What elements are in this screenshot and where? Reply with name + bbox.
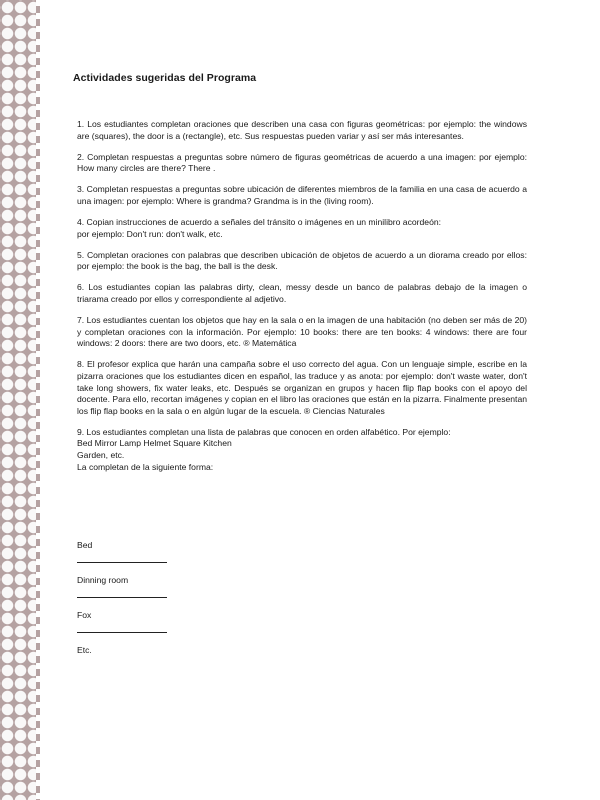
activity-text: 1. Los estudiantes completan oraciones que describen una casa con figuras geométricas: por ejemplo: the windows are (squares), the door is a (rectangle), etc. Sus respuestas pueden variar y así ser más interesantes. [77,119,527,141]
activity-item-3 [77,184,527,207]
activity-text: 5. Completan oraciones con palabras que describen ubicación de objetos de acuerdo a un diorama creado por ellos: por ejemplo: the book is the bag, the ball is the desk. [77,249,527,272]
perforation-edge [36,0,40,800]
activity-text: 2. Completan respuestas a preguntas sobre número de figuras geométricas de acuerdo a una imagen: por ejemplo: How many circles are there? There . [77,151,527,174]
form-entry [77,575,277,610]
activity-text: 6. Los estudiantes copian las palabras dirty, clean, messy desde un banco de palabras debajo de la imagen o triarama creado por ellos y correspondiente al adjetivo. [77,282,527,305]
activity-item-6 [77,282,527,305]
activity-text: 4. Copian instrucciones de acuerdo a señales del tránsito o imágenes en un minilibro acordeón: [77,217,442,228]
activity-item-8 [77,359,527,417]
activity-text: Garden, etc. [77,450,125,461]
activity-item-5 [77,250,527,273]
activity-text: 3. Completan respuestas a preguntas sobre ubicación de diferentes miembros de la familia en una casa de acuerdo a una imagen: por ejemplo: Where is grandma? Grandma is in the (living room). [77,184,527,206]
form-entry-label: Dinning room [77,575,129,585]
word-list-form [77,540,277,645]
activity-text: 7. Los estudiantes cuentan los objetos que hay en la sala o en la imagen de una habitación (no deben ser más de 20) y completan oraciones con la información. Por ejemplo: 10 books: there are ten books: 4 windows: there are four windows: 2 doors: there are two doors, etc. ® Matemática [77,315,527,349]
form-entry-line [77,562,167,563]
activity-item-9 [77,427,527,473]
activity-text: Bed Mirror Lamp Helmet Square Kitchen [77,438,232,449]
activity-list [77,119,527,483]
activity-item-2 [77,152,527,175]
activity-text: 8. El profesor explica que harán una campaña sobre el uso correcto del agua. Con un lenguaje simple, escribe en la pizarra oraciones que los estudiantes dicen en español, las traduce y as anota: por ejemplo: don't waste water, don't take long showers, fix water leaks, etc. Después se organizan en grupos y hacen flip flap books con el apoyo del docente. Para ello, recortan imágenes y copian en el libro las oraciones que están en la pizarra. Finalmente presentan los flip flap books en la sala o en algún lugar de la escuela. ® Ciencias Naturales [77,359,528,416]
form-etc: Etc. [77,645,92,655]
perforation-holes [0,0,40,800]
form-entry-label: Bed [77,540,93,550]
activity-text: por ejemplo: Don't run: don't walk, etc. [77,228,223,239]
form-entry-label: Fox [77,610,92,620]
activity-item-4 [77,217,527,240]
document-title: Actividades sugeridas del Programa [73,72,257,84]
activity-text: La completan de la siguiente forma: [77,461,214,472]
activity-text: 9. Los estudiantes completan una lista de palabras que conocen en orden alfabético. Por ejemplo: [77,426,451,437]
form-entry [77,610,277,645]
activity-item-7 [77,315,527,350]
form-entry-line [77,632,167,633]
form-entry-line [77,597,167,598]
activity-item-1 [77,119,527,142]
form-entry [77,540,277,575]
